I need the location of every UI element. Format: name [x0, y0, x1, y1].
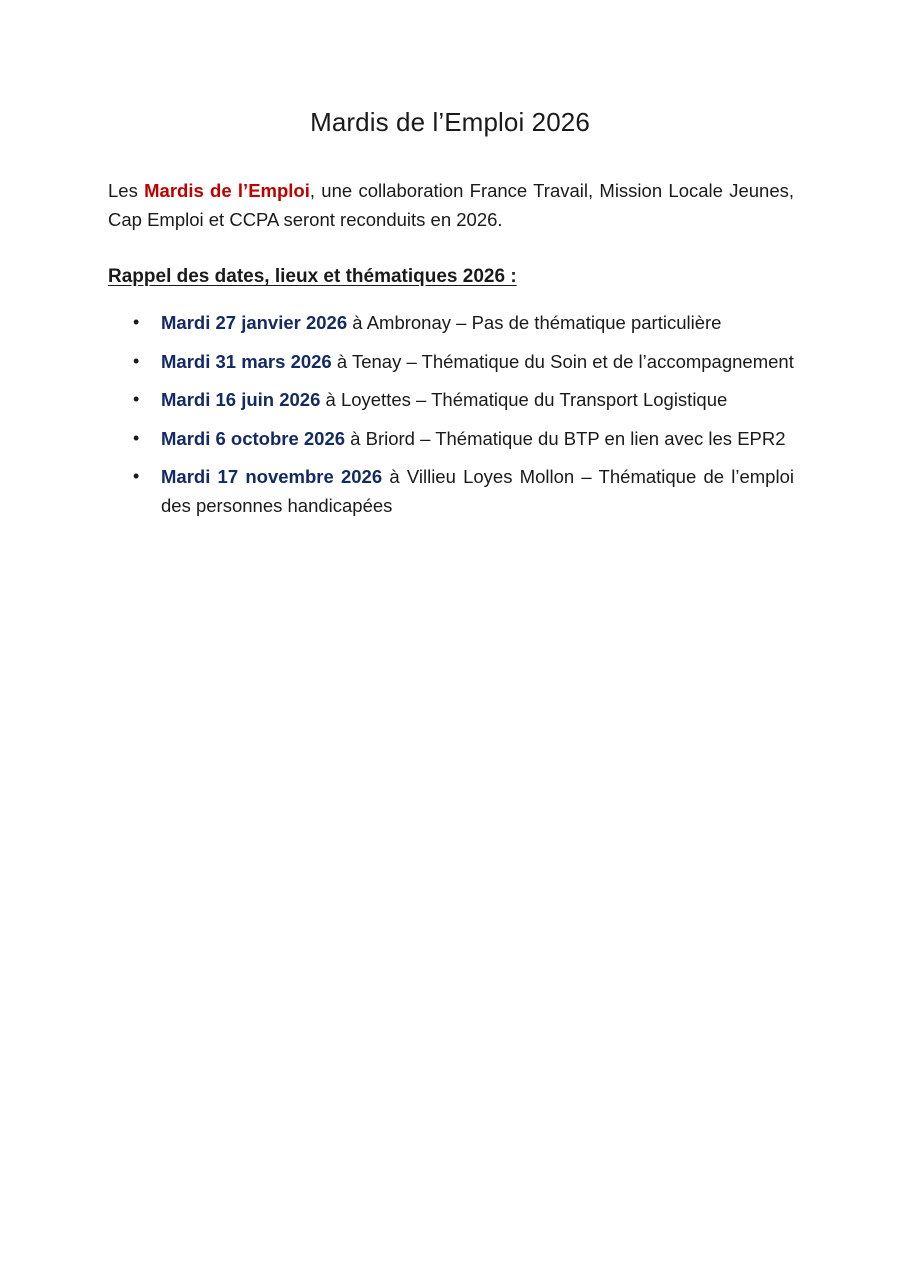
bullet-icon: • [133, 350, 140, 371]
date-details: à Ambronay – Pas de thématique particulière [347, 312, 722, 333]
list-item [108, 424, 794, 453]
section-heading: Rappel des dates, lieux et thématiques 2026 : [108, 266, 517, 287]
dates-list [108, 308, 794, 530]
list-item [108, 462, 794, 520]
page-title: Mardis de l’Emploi 2026 [310, 107, 590, 137]
date-details: à Briord – Thématique du BTP en lien avec les EPR2 [345, 427, 786, 449]
date-label: Mardi 16 juin 2026 [161, 389, 321, 410]
list-item [108, 347, 794, 376]
date-label: Mardi 17 novembre 2026 [161, 466, 383, 487]
bullet-icon: • [133, 312, 140, 332]
bullet-icon: • [133, 466, 140, 486]
bullet-icon: • [133, 427, 140, 448]
list-item [108, 308, 794, 337]
date-label: Mardi 31 mars 2026 [161, 350, 332, 372]
list-item [108, 385, 794, 414]
date-label: Mardi 27 janvier 2026 [161, 312, 348, 333]
date-label: Mardi 6 octobre 2026 [161, 427, 346, 449]
date-details: à Loyettes – Thématique du Transport Logistique [320, 389, 728, 410]
intro-suffix: , une collaboration France Travail, Mission Locale Jeunes, Cap Emploi et CCPA seront reconduits en 2026. [108, 180, 795, 230]
bullet-icon: • [133, 389, 140, 409]
date-details: à Villieu Loyes Mollon – Thématique de l’emploi des personnes handicapées [161, 466, 794, 516]
date-details: à Tenay – Thématique du Soin et de l’accompagnement [331, 350, 794, 372]
intro-paragraph [108, 176, 794, 234]
intro-highlight: Mardis de l’Emploi [144, 180, 310, 201]
intro-prefix: Les [108, 180, 145, 201]
